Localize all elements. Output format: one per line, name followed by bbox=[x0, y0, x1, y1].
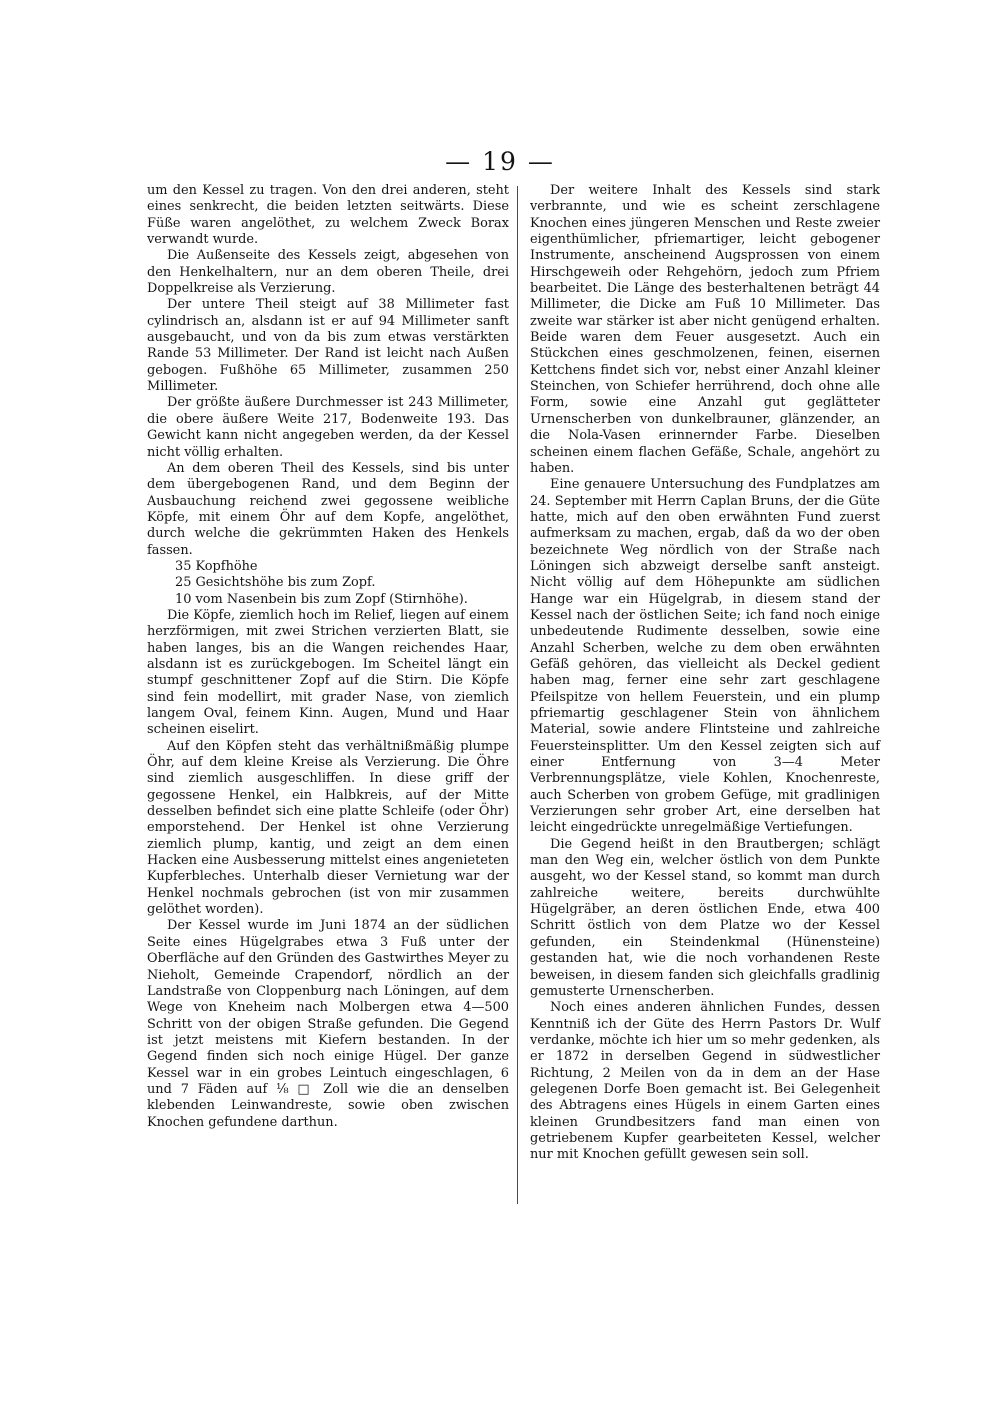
paragraph: Die Gegend heißt in den Brautbergen; schlägt man den Weg ein, welcher östlich von dem Punkte ausgeht, wo der Kessel stand, so kommt man durch zahlreiche weitere, bereits durchwühlte Hügelgräber, an deren östlichen Ende, etwa 400 Schritt östlich von dem Platze wo der Kessel gefunden, ein Steindenkmal (Hünensteine) gestanden hat, wie die noch vorhandenen Reste beweisen, in diesem fanden sich gleichfalls gradlinig gemusterte Urnenscherben. bbox=[530, 836, 880, 999]
page-number: — 19 — bbox=[445, 147, 555, 176]
paragraph: An dem oberen Theil des Kessels, sind bis unter dem übergebogenen Rand, und dem Beginn der Ausbauchung reichend zwei gegossene weibliche Köpfe, mit einem Öhr auf dem Kopfe, angelöthet, durch welche die gekrümmten Haken des Henkels fassen. bbox=[147, 460, 509, 558]
paragraph: Auf den Köpfen steht das verhältnißmäßig plumpe Öhr, auf dem kleine Kreise als Verzierung. Die Öhre sind ziemlich ausgeschliffen. In diese griff der gegossene Henkel, ein Halbkreis, auf der Mitte desselben befindet sich eine platte Schleife (oder Öhr) emporstehend. Der Henkel ist ohne Verzierung ziemlich plump, kantig, und zeigt an dem einen Hacken eine Ausbesserung mittelst eines angenieteten Kupferbleches. Unterhalb dieser Vernietung war der Henkel nochmals gebrochen (ist von mir zusammen gelöthet worden). bbox=[147, 738, 509, 918]
paragraph: Der größte äußere Durchmesser ist 243 Millimeter, die obere äußere Weite 217, Bodenweite 193. Das Gewicht kann nicht angegeben werden, da der Kessel nicht völlig erhalten. bbox=[147, 395, 509, 460]
paragraph: Der Kessel wurde im Juni 1874 an der südlichen Seite eines Hügelgrabes etwa 3 Fuß unter der Oberfläche auf den Gründen des Gastwirthes Meyer zu Nieholt, Gemeinde Crapendorf, nördlich an der Landstraße von Cloppenburg nach Löningen, auf dem Wege von Kneheim nach Molbergen etwa 4—500 Schritt von der obigen Straße gefunden. Die Gegend ist jetzt meistens mit Kiefern bestanden. In der Gegend finden sich noch einige Hügel. Der ganze Kessel war in ein grobes Leintuch eingeschlagen, 6 und 7 Fäden auf ⅛ □ Zoll wie die an denselben klebenden Leinwandreste, sowie oben zwischen Knochen gefundene darthun. bbox=[147, 918, 509, 1130]
measurement-line: 10 vom Nasenbein bis zum Zopf (Stirnhöhe). bbox=[175, 591, 468, 607]
paragraph: Die Außenseite des Kessels zeigt, abgesehen von den Henkelhaltern, nur an dem oberen Theile, drei Doppelkreise als Verzierung. bbox=[147, 248, 509, 297]
paragraph: Noch eines anderen ähnlichen Fundes, dessen Kenntniß ich der Güte des Herrn Pastors Dr. Wulf verdanke, möchte ich hier um so mehr gedenken, als er 1872 in derselben Gegend in südwestlicher Richtung, 2 Meilen von da in dem an der Hase gelegenen Dorfe Boen gemacht ist. Bei Gelegenheit des Abtragens eines Hügels in einem Garten eines kleinen Grundbesitzers fand man einen von getriebenem Kupfer gearbeiteten Kessel, welcher nur mit Knochen gefüllt gewesen sein soll. bbox=[530, 1000, 880, 1163]
paragraph: Der untere Theil steigt auf 38 Millimeter fast cylindrisch an, alsdann ist er auf 94 Millimeter sanft ausgebaucht, und von da bis zum etwas verstärkten Rande 53 Millimeter. Der Rand ist leicht nach Außen gebogen. Fußhöhe 65 Millimeter, zusammen 250 Millimeter. bbox=[147, 297, 509, 395]
paragraph: Eine genauere Untersuchung des Fundplatzes am 24. September mit Herrn Caplan Bruns, der die Güte hatte, mich auf den oben erwähnten Fund zuerst aufmerksam zu machen, ergab, daß da wo der oben bezeichnete Weg nördlich von der Straße nach Löningen sich abzweigt derselbe sanft ansteigt. Nicht völlig auf dem Höhepunkte am südlichen Hange war ein Hügelgrab, in diesem stand der Kessel nach der östlichen Seite; ich fand noch einige unbedeutende Rudimente desselben, sowie eine Anzahl Scherben, welche zu dem oben erwähnten Gefäß gehören, das vielleicht als Deckel gedient haben mag, ferner eine sehr zart geschlagene Pfeilspitze von hellem Feuerstein, und ein plump pfriemartig geschlagener Stein von ähnlichem Material, sowie andere Flintsteine und zahlreiche Feuersteinsplitter. Um den Kessel zeigten sich auf einer Entfernung von 3—4 Meter Verbrennungsplätze, viele Kohlen, Knochenreste, auch Scherben von grobem Gefüge, mit gradlinigen Verzierungen sehr grober Art, eine derselben hat leicht eingedrückte unregelmäßige Vertiefungen. bbox=[530, 477, 880, 836]
measurement-line: 35 Kopfhöhe bbox=[175, 558, 258, 574]
measurement-line: 25 Gesichtshöhe bis zum Zopf. bbox=[175, 575, 376, 591]
left-column bbox=[147, 183, 509, 1131]
paragraph: um den Kessel zu tragen. Von den drei anderen, steht eines senkrecht, die beiden letzten seitwärts. Diese Füße waren angelöthet, zu welchem Zweck Borax verwandt wurde. bbox=[147, 183, 509, 248]
paragraph: Die Köpfe, ziemlich hoch im Relief, liegen auf einem herzförmigen, mit zwei Strichen verzierten Blatt, sie haben langes, bis an die Wangen reichendes Haar, alsdann ist es zurückgebogen. Im Scheitel längt ein stumpf geschnittener Zopf auf die Stirn. Die Köpfe sind fein modellirt, mit grader Nase, von ziemlich langem Oval, feinem Kinn. Augen, Mund und Haar scheinen eiselirt. bbox=[147, 607, 509, 738]
paragraph: Der weitere Inhalt des Kessels sind stark verbrannte, und wie es scheint zerschlagene Knochen eines jüngeren Menschen und Reste zweier eigenthümlicher, pfriemartiger, leicht gebogener Instrumente, anscheinend Augsprossen von einem Hirschgeweih oder Rehgehörn, jedoch zum Pfriem bearbeitet. Die Länge des besterhaltenen beträgt 44 Millimeter, die Dicke am Fuß 10 Millimeter. Das zweite war stärker ist aber nicht genügend erhalten. Beide waren dem Feuer ausgesetzt. Auch ein Stückchen eines geschmolzenen, feinen, eisernen Kettchens findet sich vor, nebst einer Anzahl kleiner Steinchen, von Schiefer herrührend, doch ohne alle Form, sowie eine Anzahl gut geglätteter Urnenscherben von dunkelbrauner, glänzender, an die Nola-Vasen erinnernder Farbe. Dieselben scheinen einem flachen Gefäße, Schale, angehört zu haben. bbox=[530, 183, 880, 476]
column-divider bbox=[517, 186, 518, 1204]
right-column bbox=[530, 183, 880, 1164]
